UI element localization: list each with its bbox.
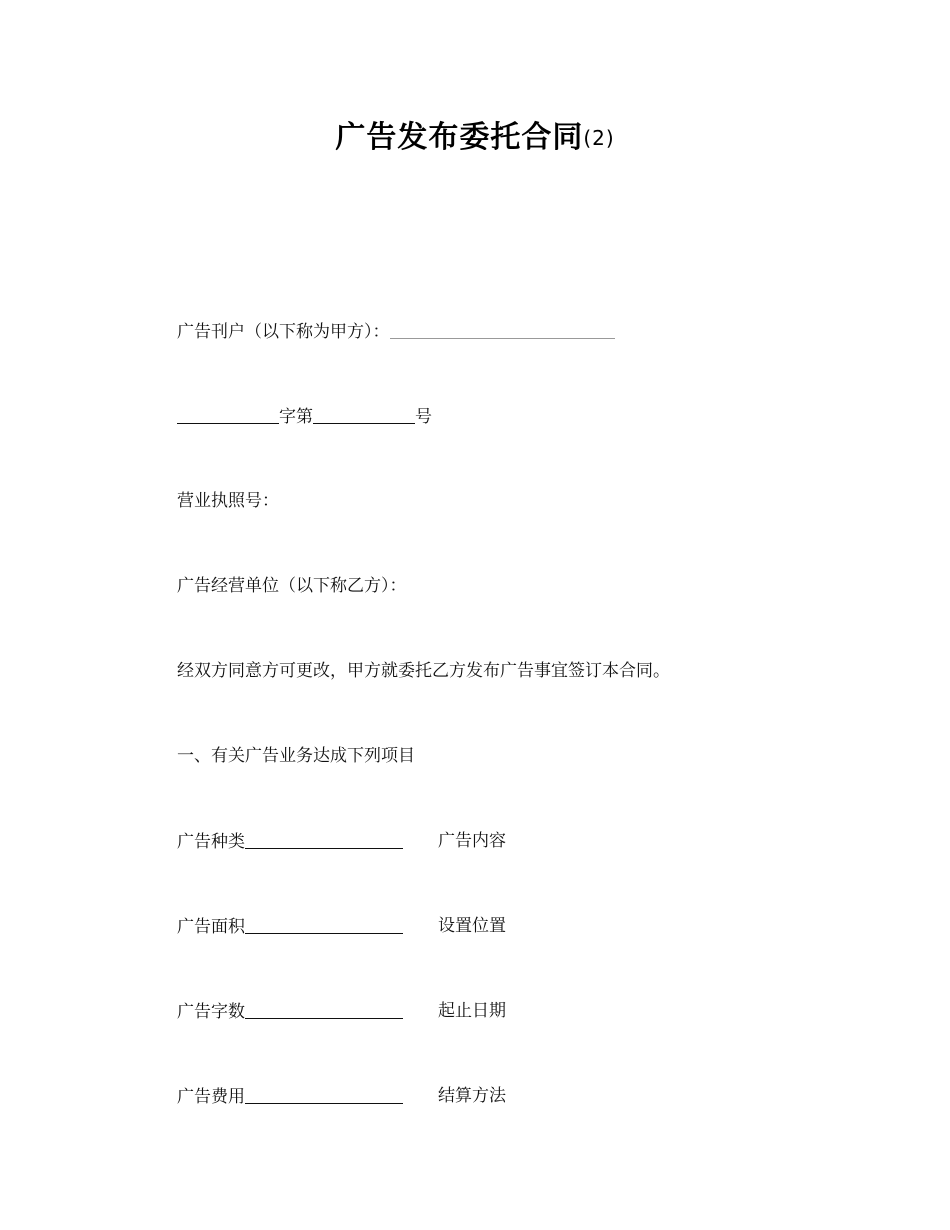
field-blank[interactable]: [245, 830, 403, 849]
field-row-area: [177, 915, 403, 938]
party-b-line: [177, 575, 407, 597]
field-label-right: 结算方法: [438, 1086, 506, 1106]
field-label-left: 广告种类: [177, 832, 245, 852]
title-text: 广告发布委托合同: [335, 120, 584, 155]
license-char-label: 字第: [279, 407, 313, 427]
field-label-left: 广告费用: [177, 1087, 245, 1107]
field-label-left: 广告面积: [177, 917, 245, 937]
field-label-right: 广告内容: [438, 831, 506, 851]
page-title: [0, 112, 950, 156]
field-label-right: 设置位置: [438, 916, 506, 936]
field-row-type: [177, 830, 403, 853]
intro-paragraph: 经双方同意方可更改，甲方就委托乙方发布广告事宜签订本合同。: [177, 661, 670, 681]
party-a-blank[interactable]: [390, 320, 615, 339]
business-license-line: [177, 490, 279, 512]
title-suffix: (2): [583, 126, 615, 150]
license-number-blank[interactable]: [313, 405, 415, 424]
license-number-line: [177, 405, 432, 428]
field-blank[interactable]: [245, 1000, 403, 1019]
field-blank[interactable]: [245, 1085, 403, 1104]
field-row-wordcount: [177, 1000, 403, 1023]
party-a-line: [177, 320, 615, 343]
party-b-label: 广告经营单位（以下称乙方）：: [177, 576, 407, 596]
field-label-left: 广告字数: [177, 1002, 245, 1022]
section1-heading: 一、有关广告业务达成下列项目: [177, 746, 415, 766]
party-a-label: 广告刊户（以下称为甲方）：: [177, 322, 390, 342]
license-num-label: 号: [415, 407, 432, 427]
field-blank[interactable]: [245, 915, 403, 934]
field-label-right: 起止日期: [438, 1001, 506, 1021]
business-license-label: 营业执照号：: [177, 491, 279, 511]
license-prefix-blank[interactable]: [177, 405, 279, 424]
field-row-fee: [177, 1085, 403, 1108]
